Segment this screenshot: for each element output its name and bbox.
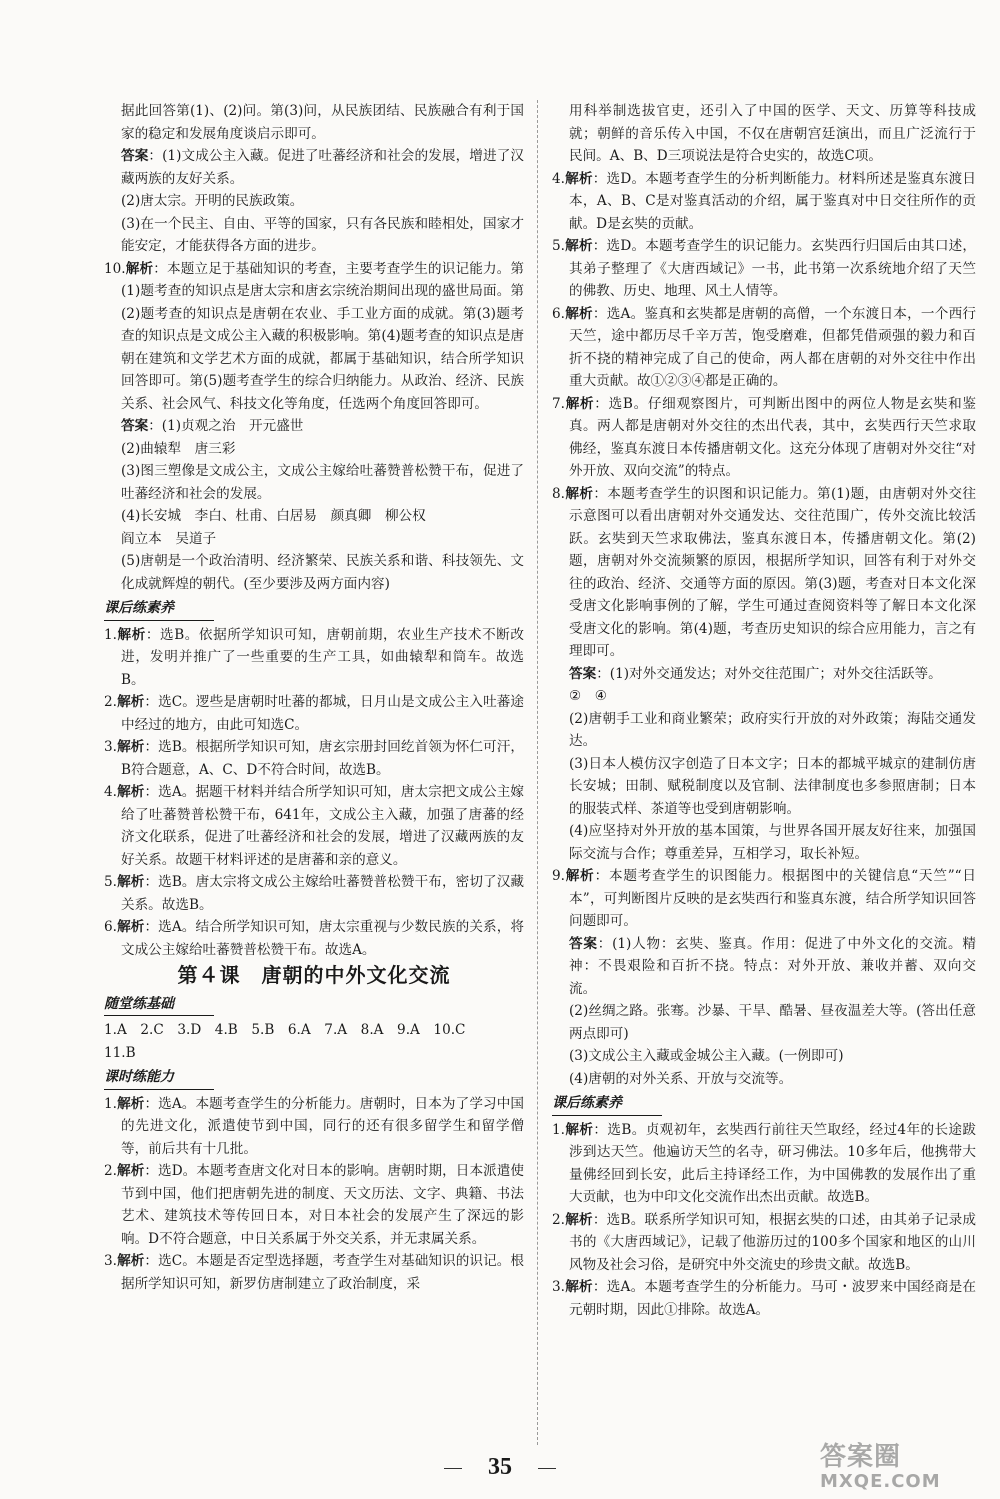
- item-text: ：选B。根据所学知识可知，唐玄宗册封回纥首领为怀仁可汗，B符合题意，A、C、D不符合时间，故选B。: [121, 739, 524, 778]
- item-text: (3)日本人模仿汉字创造了日本文字；日本的都城平城京的建制仿唐长安城；田制、赋税制度以及官制、法律制度也多参照唐制；日本的服装式样、茶道等也受到唐朝影响。: [569, 755, 976, 817]
- item-text: ：选A。结合所学知识可知，唐太宗重视与少数民族的关系，将文成公主嫁给吐蕃赞普松赞干布。故选A。: [121, 919, 524, 958]
- item-number: 4.: [104, 784, 117, 800]
- text-paragraph: [552, 1045, 976, 1068]
- page-number-dash-right: [538, 1468, 556, 1469]
- text-paragraph: [552, 753, 976, 821]
- item-text: ：选A。据题干材料并结合所学知识可知，唐太宗把文成公主嫁给了吐蕃赞普松赞干布，641年，文成公主入藏，加强了唐蕃的经济文化联系，促进了吐蕃经济和社会的发展，增进了汉藏两族的友好关系。故题干材料评述的是唐蕃和亲的意义。: [121, 784, 524, 868]
- item-text: ：(1)人物：玄奘、鉴真。作用：促进了中外文化的交流。精神：不畏艰险和百折不挠。特点：对外开放、兼收并蓄、双向交流。: [569, 935, 977, 997]
- text-paragraph: [552, 685, 976, 708]
- analysis-paragraph: [552, 1119, 976, 1209]
- answer-paragraph: [104, 145, 524, 190]
- right-column: [552, 100, 976, 1321]
- item-label: 解析: [116, 874, 145, 890]
- analysis-paragraph: [552, 1209, 976, 1277]
- item-text: (3)图三塑像是文成公主，文成公主嫁给吐蕃赞普松赞干布，促进了吐蕃经济和社会的发展。: [121, 463, 524, 502]
- item-text: ② ④: [569, 688, 607, 704]
- analysis-paragraph: [552, 1276, 976, 1321]
- section-heading: 课后练素养: [552, 1092, 662, 1116]
- item-text: ：(1)贞观之治 开元盛世: [148, 418, 304, 434]
- item-label: 解析: [564, 1121, 594, 1138]
- item-text: ：选B。仔细观察图片，可判断出图中的两位人物是玄奘和鉴真。两人都是唐朝对外交往的杰出代表，其中，玄奘西行天竺求取佛经，鉴真东渡日本传播唐朝文化。这充分体现了唐朝对外交往“对外开放、双向交流”的特点。: [569, 395, 976, 479]
- answer-paragraph: [552, 933, 976, 1001]
- item-label: 解析: [116, 919, 145, 935]
- item-number: 2.: [552, 1211, 565, 1228]
- text-paragraph: [552, 1000, 976, 1045]
- item-label: 解析: [564, 1279, 593, 1295]
- analysis-paragraph: [104, 1160, 524, 1250]
- analysis-paragraph: [104, 624, 524, 692]
- item-label: 答案: [569, 665, 597, 682]
- item-text: (3)文成公主入藏或金城公主入藏。(一例即可): [569, 1048, 844, 1064]
- text-paragraph: [104, 213, 524, 258]
- item-label: 解析: [116, 739, 145, 755]
- watermark-line1: 答案圈: [820, 1442, 902, 1472]
- page-number-dash-left: [444, 1468, 462, 1469]
- answer-paragraph: [104, 415, 524, 438]
- item-label: 解析: [125, 260, 154, 277]
- item-text: 据此回答第(1)、(2)问。第(3)问，从民族团结、民族融合有利于国家的稳定和发展角度谈启示即可。: [121, 103, 524, 142]
- item-number: 7.: [552, 395, 565, 412]
- text-paragraph: [104, 460, 524, 505]
- analysis-paragraph: [552, 865, 976, 933]
- item-text: ：选A。鉴真和玄奘都是唐朝的高僧，一个东渡日本，一个西行天竺，途中都历尽千辛万苦，饱受磨难，但都凭借顽强的毅力和百折不挠的精神完成了自己的使命，两人都在唐朝的对外交往中作出重大贡献。故①②③④都是正确的。: [569, 305, 976, 389]
- item-label: 答案: [121, 418, 149, 434]
- analysis-paragraph: [552, 303, 976, 393]
- item-label: 答案: [121, 148, 149, 164]
- item-text: (2)曲辕犁 唐三彩: [121, 440, 236, 457]
- item-label: 解析: [116, 694, 145, 710]
- item-label: 解析: [564, 485, 594, 502]
- watermark-line2: MXQE.COM: [820, 1471, 941, 1492]
- item-number: 5.: [104, 874, 117, 890]
- item-number: 1.: [104, 1095, 117, 1112]
- item-number: 5.: [552, 238, 565, 254]
- item-text: (3)在一个民主、自由、平等的国家，只有各民族和睦相处，国家才能安定，才能获得各方面的进步。: [121, 215, 524, 254]
- analysis-paragraph: [104, 691, 524, 736]
- text-paragraph: [104, 550, 524, 595]
- item-number: 3.: [104, 1253, 117, 1269]
- text-paragraph: [104, 100, 524, 145]
- item-label: 解析: [116, 626, 146, 643]
- text-paragraph: [104, 505, 524, 528]
- item-label: 解析: [564, 868, 595, 884]
- item-label: 解析: [116, 1095, 145, 1112]
- analysis-paragraph: [104, 258, 524, 416]
- item-number: 3.: [104, 739, 117, 755]
- item-number: 9.: [552, 868, 565, 884]
- item-label: 解析: [564, 170, 593, 187]
- answer-paragraph: [552, 663, 976, 686]
- analysis-paragraph: [552, 393, 976, 483]
- item-text: ：选D。本题考查唐文化对日本的影响。唐朝时期，日本派遣使节到中国，他们把唐朝先进的制度、天文历法、文字、典籍、书法艺术、建筑技术等传回日本，对日本社会的发展产生了深远的影响。D不符合题意，中日关系属于外交关系，并无隶属关系。: [121, 1163, 525, 1247]
- item-text: (4)唐朝的对外关系、开放与交流等。: [569, 1070, 793, 1087]
- analysis-paragraph: [104, 736, 524, 781]
- item-text: (2)唐朝手工业和商业繁荣；政府实行开放的对外政策；海陆交通发达。: [569, 710, 976, 749]
- column-divider: [537, 100, 538, 1445]
- text-paragraph: [552, 708, 976, 753]
- analysis-paragraph: [104, 1250, 524, 1295]
- item-label: 解析: [564, 238, 593, 254]
- item-label: 答案: [569, 935, 598, 952]
- item-label: 解析: [116, 1163, 145, 1179]
- item-text: ：选B。依据所学知识可知，唐朝前期，农业生产技术不断改进，发明并推广了一些重要的生产工具，如曲辕犁和筒车。故选B。: [121, 626, 524, 688]
- analysis-paragraph: [104, 871, 524, 916]
- text-paragraph: [104, 190, 524, 213]
- analysis-paragraph: [104, 916, 524, 961]
- item-label: 解析: [116, 1253, 145, 1269]
- watermark: [820, 1436, 941, 1492]
- item-number: 2.: [104, 1163, 117, 1179]
- item-number: 1.: [104, 626, 117, 643]
- item-text: ：(1)文成公主入藏。促进了吐蕃经济和社会的发展，增进了汉藏两族的友好关系。: [121, 148, 525, 187]
- item-text: ：本题立足于基础知识的考查，主要考查学生的识记能力。第(1)题考查的知识点是唐太宗和唐玄宗统治期间出现的盛世局面。第(2)题考查的知识点是唐朝在农业、手工业方面的成就。第(3)题考查的知识点是文成公主入藏的积极影响。第(4)题考查的知识点是唐朝在建筑和文学艺术方面的成就，都属于基础知识，结合所学知识回答即可。第(5)题考查学生的综合归纳能力。从政治、经济、民族关系、社会风气、科技文化等角度，任选两个角度回答即可。: [121, 260, 525, 412]
- item-text: ：选A。本题考查学生的分析能力。唐朝时，日本为了学习中国的先进文化，派遣使节到中国，同行的还有很多留学生和留学僧等，前后共有十几批。: [121, 1095, 524, 1157]
- text-paragraph: [552, 820, 976, 865]
- item-number: 4.: [552, 170, 565, 187]
- section-heading: 随堂练基础: [104, 993, 214, 1017]
- item-number: 6.: [552, 305, 565, 322]
- item-text: 用科举制选拔官吏，还引入了中国的医学、天文、历算等科技成就；朝鲜的音乐传入中国，不仅在唐朝宫廷演出，而且广泛流行于民间。A、B、D三项说法是符合史实的，故选C项。: [569, 103, 976, 164]
- text-paragraph: [104, 528, 524, 551]
- item-number: 3.: [552, 1279, 565, 1295]
- analysis-paragraph: [104, 781, 524, 871]
- item-text: ：选B。唐太宗将文成公主嫁给吐蕃赞普松赞干布，密切了汉藏关系。故选B。: [121, 874, 524, 913]
- left-column: [104, 100, 524, 1295]
- item-number: 1.: [552, 1121, 565, 1138]
- item-text: ：选D。本题考查学生的识记能力。玄奘西行归国后由其口述，其弟子整理了《大唐西域记》一书，此书第一次系统地介绍了天竺的佛教、历史、地理、风土人情等。: [569, 238, 976, 299]
- item-text: ：(1)对外交通发达；对外交往范围广；对外交往活跃等。: [596, 665, 942, 682]
- item-label: 解析: [564, 305, 593, 322]
- item-text: ：选B。贞观初年，玄奘西行前往天竺取经，经过4年的长途跋涉到达天竺。他遍访天竺的名寺，研习佛法。10多年后，他携带大量佛经回到长安，此后主持译经工作，为中国佛教的发展作出了重大贡献，也为中印文化交流作出杰出贡献。故选B。: [569, 1121, 977, 1205]
- analysis-paragraph: [552, 168, 976, 236]
- item-number: 2.: [104, 694, 117, 710]
- item-number: 10.: [104, 260, 126, 277]
- item-text: ：选A。本题考查学生的分析能力。马可・波罗来中国经商是在元朝时期，因此①排除。故选A。: [569, 1279, 976, 1318]
- item-text: (2)唐太宗。开明的民族政策。: [121, 193, 304, 209]
- analysis-paragraph: [104, 1093, 524, 1161]
- item-text: ：选C。本题是否定型选择题，考查学生对基础知识的识记。根据所学知识可知，新罗仿唐制建立了政治制度，采: [121, 1253, 525, 1292]
- lesson-title: 第４课 唐朝的中外文化交流: [177, 963, 451, 987]
- analysis-paragraph: [552, 483, 976, 663]
- text-paragraph: [552, 1068, 976, 1091]
- item-text: ：选C。逻些是唐朝时吐蕃的都城，日月山是文成公主入吐蕃途中经过的地方，由此可知选C。: [121, 694, 525, 733]
- answer-key-line: 11.B: [104, 1044, 136, 1061]
- analysis-paragraph: [552, 235, 976, 303]
- item-text: (2)丝绸之路。张骞。沙暴、干旱、酷暑、昼夜温差大等。(答出任意两点即可): [569, 1003, 976, 1042]
- item-text: 阎立本 吴道子: [121, 530, 217, 547]
- page-number: 35: [488, 1454, 512, 1480]
- item-text: ：选D。本题考查学生的分析判断能力。材料所述是鉴真东渡日本，A、B、C是对鉴真活动的介绍，属于鉴真对中日交往所作的贡献。D是玄奘的贡献。: [569, 170, 976, 232]
- section-heading: 课后练素养: [104, 597, 214, 621]
- item-label: 解析: [564, 395, 595, 412]
- item-text: ：本题考查学生的识图和识记能力。第(1)题，由唐朝对外交往示意图可以看出唐朝对外交通发达、交往范围广，传外交流比较活跃。玄奘到天竺求取佛法，鉴真东渡日本，传播唐朝文化。第(2)题，唐朝对外交流频繁的原因，根据所学知识，回答有利于对外交往的政治、经济、交通等方面的原因。第(3)题，考查对日本文化深受唐文化影响事例的了解，学生可通过查阅资料等了解日本文化深受唐文化的影响。第(4)题，考查历史知识的综合应用能力，言之有理即可。: [569, 485, 976, 659]
- section-heading: 课时练能力: [104, 1066, 214, 1090]
- item-text: (4)应坚持对外开放的基本国策，与世界各国开展友好往来，加强国际交流与合作；尊重差异，互相学习，取长补短。: [569, 823, 976, 862]
- item-text: (4)长安城 李白、杜甫、白居易 颜真卿 柳公权: [121, 508, 426, 524]
- item-label: 解析: [116, 784, 145, 800]
- item-number: 8.: [552, 485, 565, 502]
- item-text: ：选B。联系所学知识可知，根据玄奘的口述，由其弟子记录成书的《大唐西域记》，记载了他游历过的100多个国家和地区的山川风物及社会习俗，是研究中外交流史的珍贵文献。故选B。: [569, 1211, 976, 1273]
- item-text: (5)唐朝是一个政治清明、经济繁荣、民族关系和谐、科技领先、文化成就辉煌的朝代。(至少要涉及两方面内容): [121, 553, 524, 592]
- item-text: ：本题考查学生的识图能力。根据图中的关键信息“天竺”“日本”，可判断图片反映的是玄奘西行和鉴真东渡，结合所学知识回答问题即可。: [569, 868, 977, 929]
- text-paragraph: [552, 100, 976, 168]
- text-paragraph: [104, 438, 524, 461]
- item-number: 6.: [104, 919, 117, 935]
- answer-key-line: 1.A 2.C 3.D 4.B 5.B 6.A 7.A 8.A 9.A 10.C: [104, 1022, 466, 1038]
- item-label: 解析: [564, 1211, 593, 1228]
